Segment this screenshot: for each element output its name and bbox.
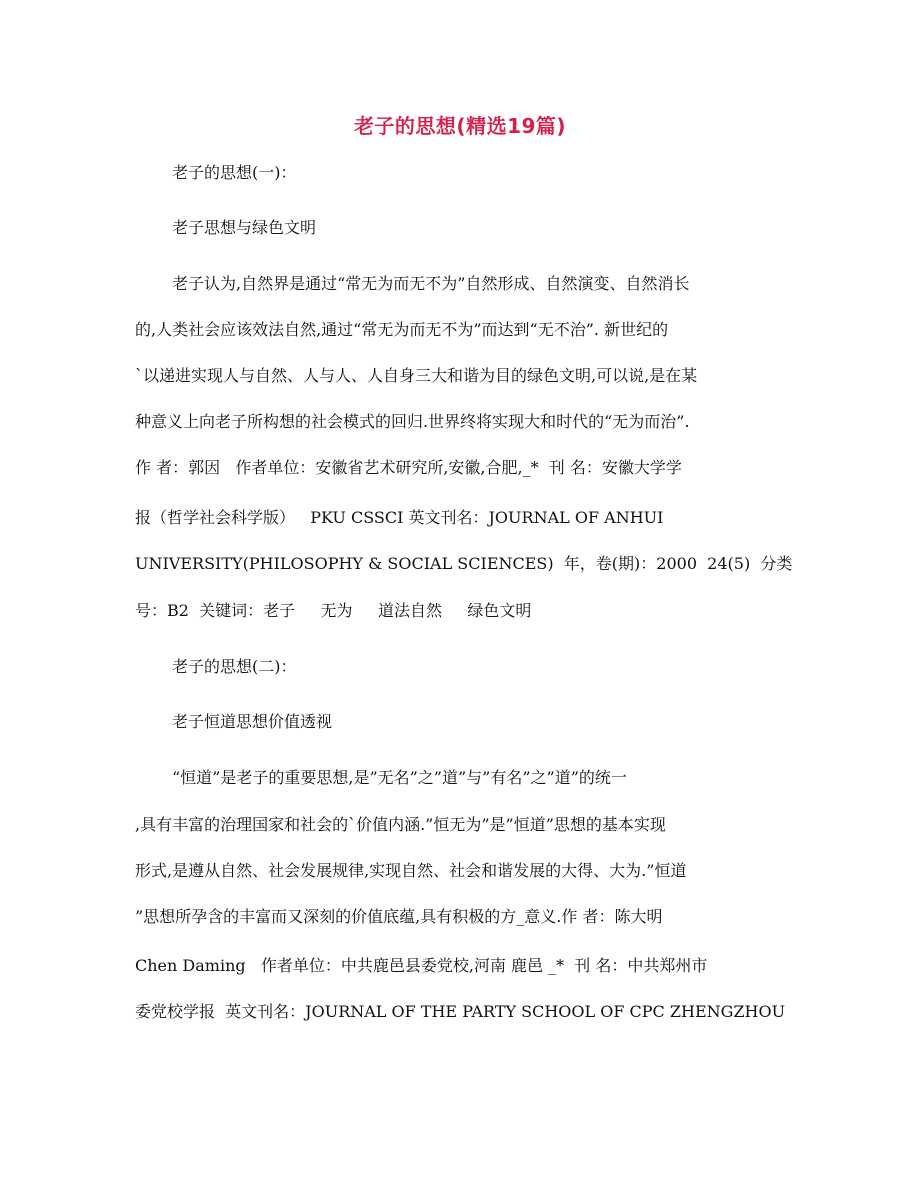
section-heading-2: 老子的思想(二)： bbox=[172, 657, 297, 676]
paragraph-line: 的,人类社会应该效法自然,通过“常无为而无不为”而达到“无不治”. 新世纪的 bbox=[135, 320, 669, 339]
document-title: 老子的思想(精选19篇) bbox=[353, 114, 567, 138]
section-heading-1: 老子的思想(一)： bbox=[172, 163, 297, 182]
paragraph-line: 种意义上向老子所构想的社会模式的回归.世界终将实现大和时代的“无为而治”. bbox=[135, 412, 690, 431]
paragraph-line: UNIVERSITY(PHILOSOPHY & SOCIAL SCIENCES) 年，卷(期)：2000 24(5) 分类 bbox=[135, 554, 793, 573]
paragraph-line: 报（哲学社会科学版） PKU CSSCI 英文刊名：JOURNAL OF ANHUI bbox=[135, 508, 664, 527]
paragraph-line: Chen Daming 作者单位：中共鹿邑县委党校,河南 鹿邑 _* 刊 名：中共郑州市 bbox=[135, 956, 708, 975]
article-title-1: 老子思想与绿色文明 bbox=[172, 218, 317, 237]
paragraph-line: 委党校学报 英文刊名：JOURNAL OF THE PARTY SCHOOL OF CPC ZHENGZHOU bbox=[135, 1002, 786, 1021]
paragraph-line: ,具有丰富的治理国家和社会的`价值内涵.”恒无为”是”恒道”思想的基本实现 bbox=[135, 815, 666, 834]
paragraph-line: 形式,是遵从自然、社会发展规律,实现自然、社会和谐发展的大得、大为.”恒道 bbox=[135, 861, 687, 880]
paragraph-line: 老子认为,自然界是通过“常无为而无不为”自然形成、自然演变、自然消长 bbox=[172, 274, 690, 293]
paragraph-line: `以递进实现人与自然、人与人、人自身三大和谐为目的绿色文明,可以说,是在某 bbox=[135, 366, 698, 385]
paragraph-line: 号：B2 关键词：老子 无为 道法自然 绿色文明 bbox=[135, 601, 532, 620]
paragraph-line: “恒道”是老子的重要思想,是”无名”之”道”与”有名”之”道”的统一 bbox=[172, 768, 627, 787]
paragraph-line: 作 者：郭因 作者单位：安徽省艺术研究所,安徽,合肥,_* 刊 名：安徽大学学 bbox=[135, 458, 682, 477]
paragraph-line: ”思想所孕含的丰富而又深刻的价值底蕴,具有积极的方_意义.作 者：陈大明 bbox=[135, 907, 663, 926]
article-title-2: 老子恒道思想价值透视 bbox=[172, 712, 333, 731]
